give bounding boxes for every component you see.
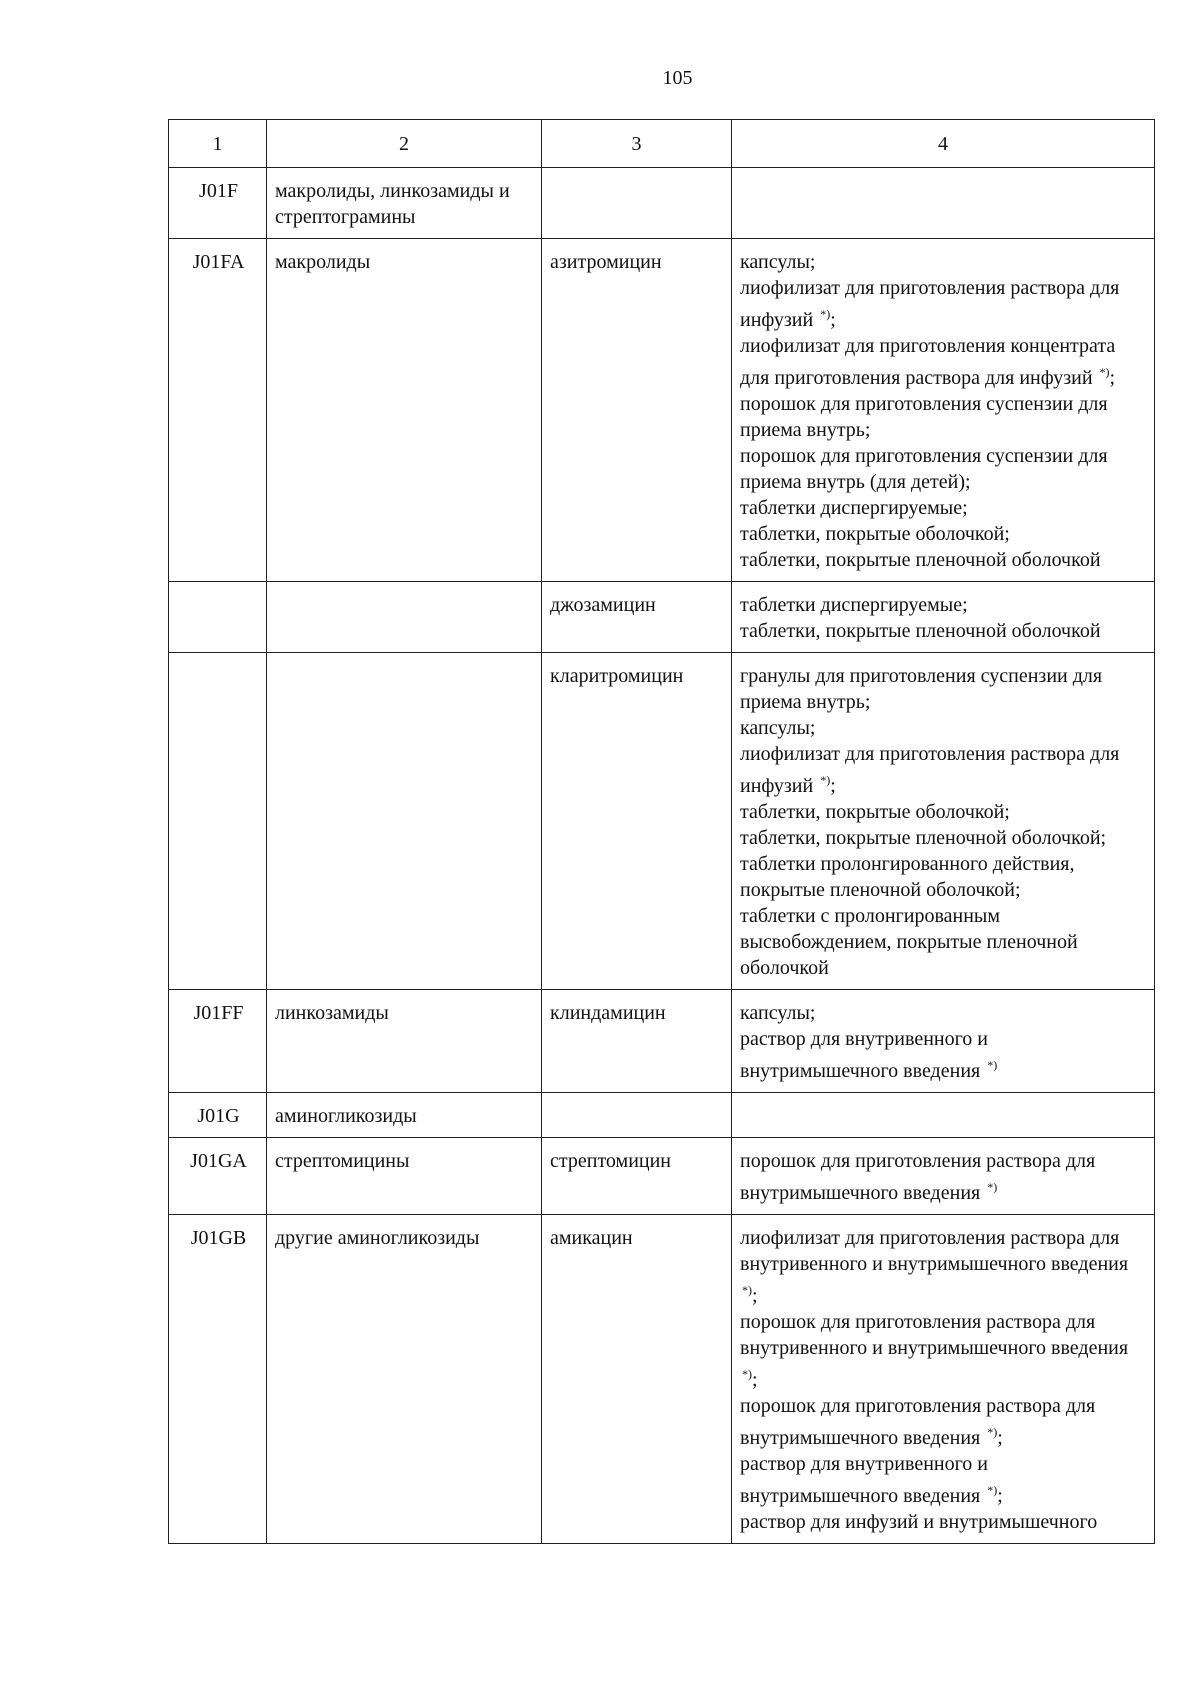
dosage-form-item: порошок для приготовления суспензии для приема внутрь; <box>740 393 1108 441</box>
drug-name-cell: клиндамицин <box>542 990 732 1093</box>
dosage-forms-cell <box>732 239 1155 582</box>
dosage-form-item: порошок для приготовления раствора для внутривенного и внутримышечного введения *); <box>740 1311 1129 1391</box>
atc-code-cell: J01G <box>169 1093 267 1138</box>
drug-name-cell <box>542 1093 732 1138</box>
table-row <box>169 239 1155 582</box>
footnote-marker: *) <box>820 773 831 787</box>
group-name-cell: макролиды <box>267 239 542 582</box>
dosage-forms-cell <box>732 168 1155 239</box>
atc-code-cell <box>169 582 267 653</box>
dosage-form-item: таблетки диспергируемые; <box>740 594 968 616</box>
atc-code-cell: J01F <box>169 168 267 239</box>
dosage-form-item: таблетки пролонгированного действия, покрытые пленочной оболочкой; <box>740 853 1075 901</box>
group-name-cell: другие аминогликозиды <box>267 1215 542 1544</box>
dosage-form-item: порошок для приготовления раствора для внутримышечного введения *) <box>740 1150 1096 1204</box>
footnote-marker: *) <box>820 307 831 321</box>
footnote-marker: *) <box>987 1180 998 1194</box>
atc-code-cell <box>169 653 267 990</box>
drug-name-cell: стрептомицин <box>542 1138 732 1215</box>
table-row <box>169 1138 1155 1215</box>
drug-name-cell: азитромицин <box>542 239 732 582</box>
atc-code-cell: J01GA <box>169 1138 267 1215</box>
dosage-form-item: таблетки, покрытые оболочкой; <box>740 523 1010 545</box>
dosage-forms-cell <box>732 1138 1155 1215</box>
group-name-cell <box>267 653 542 990</box>
group-name-cell: аминогликозиды <box>267 1093 542 1138</box>
dosage-form-item: капсулы; <box>740 717 816 739</box>
dosage-form-item: лиофилизат для приготовления концентрата для приготовления раствора для инфузий *); <box>740 335 1116 389</box>
dosage-forms-cell <box>732 1093 1155 1138</box>
dosage-form-item: лиофилизат для приготовления раствора для инфузий *); <box>740 743 1120 797</box>
table-row <box>169 168 1155 239</box>
dosage-forms-cell <box>732 653 1155 990</box>
footnote-marker: *) <box>987 1483 998 1497</box>
dosage-form-item: раствор для внутривенного и внутримышечного введения *) <box>740 1028 998 1082</box>
dosage-form-item: таблетки с пролонгированным высвобождением, покрытые пленочной оболочкой <box>740 905 1078 979</box>
footnote-marker: *) <box>987 1425 998 1439</box>
dosage-forms-cell <box>732 1215 1155 1544</box>
atc-code-cell: J01GB <box>169 1215 267 1544</box>
dosage-form-item: раствор для инфузий и внутримышечного <box>740 1511 1098 1533</box>
drug-name-cell: кларитромицин <box>542 653 732 990</box>
table-row <box>169 582 1155 653</box>
group-name-cell: стрептомицины <box>267 1138 542 1215</box>
table-row <box>169 990 1155 1093</box>
drug-name-cell: джозамицин <box>542 582 732 653</box>
table-row <box>169 653 1155 990</box>
footnote-marker: *) <box>742 1283 752 1297</box>
group-name-cell: линкозамиды <box>267 990 542 1093</box>
footnote-marker: *) <box>742 1367 752 1381</box>
dosage-form-item: порошок для приготовления суспензии для приема внутрь (для детей); <box>740 445 1108 493</box>
dosage-form-item: таблетки, покрытые пленочной оболочкой; <box>740 827 1107 849</box>
atc-code-cell: J01FF <box>169 990 267 1093</box>
group-name-cell <box>267 582 542 653</box>
dosage-forms-cell <box>732 582 1155 653</box>
dosage-form-item: гранулы для приготовления суспензии для приема внутрь; <box>740 665 1103 713</box>
dosage-form-item: таблетки, покрытые пленочной оболочкой <box>740 549 1101 571</box>
header-col-4: 4 <box>732 120 1155 168</box>
dosage-form-item: раствор для внутривенного и внутримышечного введения *); <box>740 1453 1003 1507</box>
footnote-marker: *) <box>987 1058 998 1072</box>
table-row <box>169 1215 1155 1544</box>
table-row <box>169 1093 1155 1138</box>
header-col-1: 1 <box>169 120 267 168</box>
dosage-form-item: капсулы; <box>740 1002 816 1024</box>
dosage-forms-cell <box>732 990 1155 1093</box>
dosage-form-item: таблетки, покрытые пленочной оболочкой <box>740 620 1101 642</box>
atc-code-cell: J01FA <box>169 239 267 582</box>
dosage-form-item: лиофилизат для приготовления раствора для внутривенного и внутримышечного введения *); <box>740 1227 1129 1307</box>
group-name-cell: макролиды, линкозамиды и стрептограмины <box>267 168 542 239</box>
header-col-3: 3 <box>542 120 732 168</box>
drug-name-cell: амикацин <box>542 1215 732 1544</box>
drug-name-cell <box>542 168 732 239</box>
footnote-marker: *) <box>1099 365 1110 379</box>
drug-table <box>168 119 1155 1544</box>
table-body <box>169 120 1155 1544</box>
header-col-2: 2 <box>267 120 542 168</box>
dosage-form-item: капсулы; <box>740 251 816 273</box>
page-number: 105 <box>662 67 693 89</box>
dosage-form-item: таблетки, покрытые оболочкой; <box>740 801 1010 823</box>
table-header-row <box>169 120 1155 168</box>
dosage-form-item: таблетки диспергируемые; <box>740 497 968 519</box>
dosage-form-item: лиофилизат для приготовления раствора для инфузий *); <box>740 277 1120 331</box>
dosage-form-item: порошок для приготовления раствора для внутримышечного введения *); <box>740 1395 1096 1449</box>
